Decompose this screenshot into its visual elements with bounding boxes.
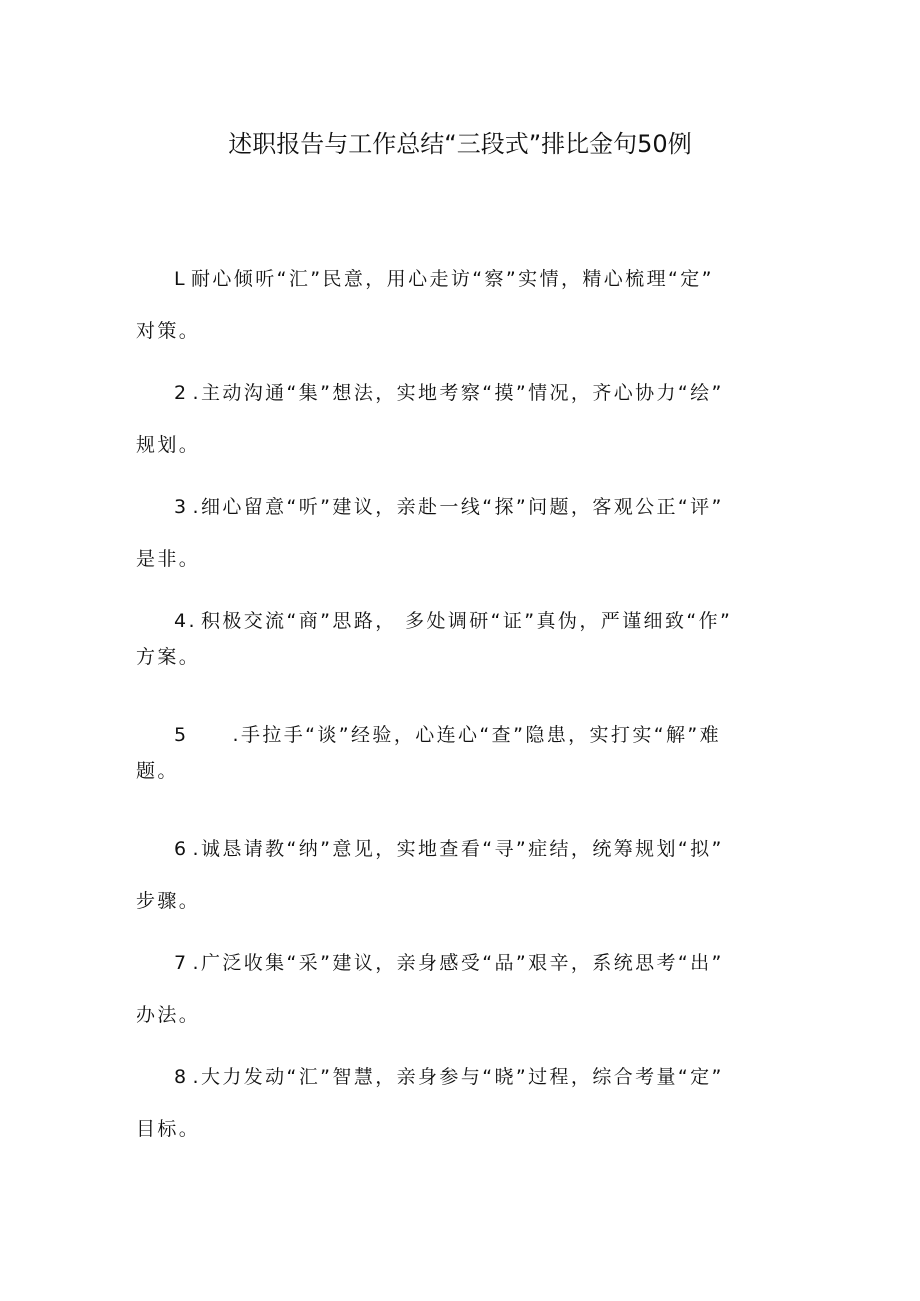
item-line-2: 规划。	[136, 434, 201, 456]
item-number: 3	[174, 496, 189, 518]
item-number: 6	[174, 838, 189, 860]
item-line-2: 步骤。	[136, 890, 201, 912]
item-line-1	[174, 946, 792, 980]
item-text: .广泛收集“采”建议，亲身感受“品”艰辛，系统思考“出”	[192, 952, 724, 974]
item-text: .细心留意“听”建议，亲赴一线“探”问题，客观公正“评”	[192, 496, 724, 518]
list-item-3	[136, 490, 792, 600]
item-line-1	[174, 490, 792, 524]
item-line-2: 是非。	[136, 548, 201, 570]
item-number: 2	[174, 382, 189, 404]
item-text: .大力发动“汇”智慧，亲身参与“晓”过程，综合考量“定”	[192, 1066, 724, 1088]
document-title: 述职报告与工作总结“三段式”排比金句50例	[228, 130, 692, 158]
item-number: 7	[174, 952, 189, 974]
list-item-8	[136, 1060, 792, 1170]
item-number: 8	[174, 1066, 189, 1088]
item-line-2: 对策。	[136, 320, 201, 342]
item-line-1	[174, 718, 792, 752]
item-text: .诚恳请教“纳”意见，实地查看“寻”症结，统筹规划“拟”	[192, 838, 724, 860]
item-line-1	[174, 262, 792, 296]
list-item-5	[136, 718, 792, 828]
item-line-2: 方案。	[136, 646, 201, 668]
item-line-1	[174, 604, 792, 638]
list-item-1	[136, 262, 792, 372]
item-line-1	[174, 832, 792, 866]
item-line-1	[174, 376, 792, 410]
item-list	[136, 262, 792, 1174]
item-line-2: 目标。	[136, 1118, 201, 1140]
item-line-2: 办法。	[136, 1004, 201, 1026]
item-text: .手拉手“谈”经验，心连心“查”隐患，实打实“解”难	[232, 724, 722, 746]
list-item-4	[136, 604, 792, 714]
item-line-2: 题。	[136, 760, 179, 782]
list-item-6	[136, 832, 792, 942]
item-text: .主动沟通“集”想法，实地考察“摸”情况，齐心协力“绘”	[192, 382, 724, 404]
item-line-1	[174, 1060, 792, 1094]
item-number: 4.	[174, 610, 197, 632]
item-text: 耐心倾听“汇”民意，用心走访“察”实情，精心梳理“定”	[191, 268, 714, 290]
list-item-2	[136, 376, 792, 486]
list-item-7	[136, 946, 792, 1056]
item-text: 积极交流“商”思路， 多处调研“证”真伪，严谨细致“作”	[200, 610, 733, 632]
item-number: 5	[174, 724, 189, 746]
item-number: L	[174, 268, 187, 290]
